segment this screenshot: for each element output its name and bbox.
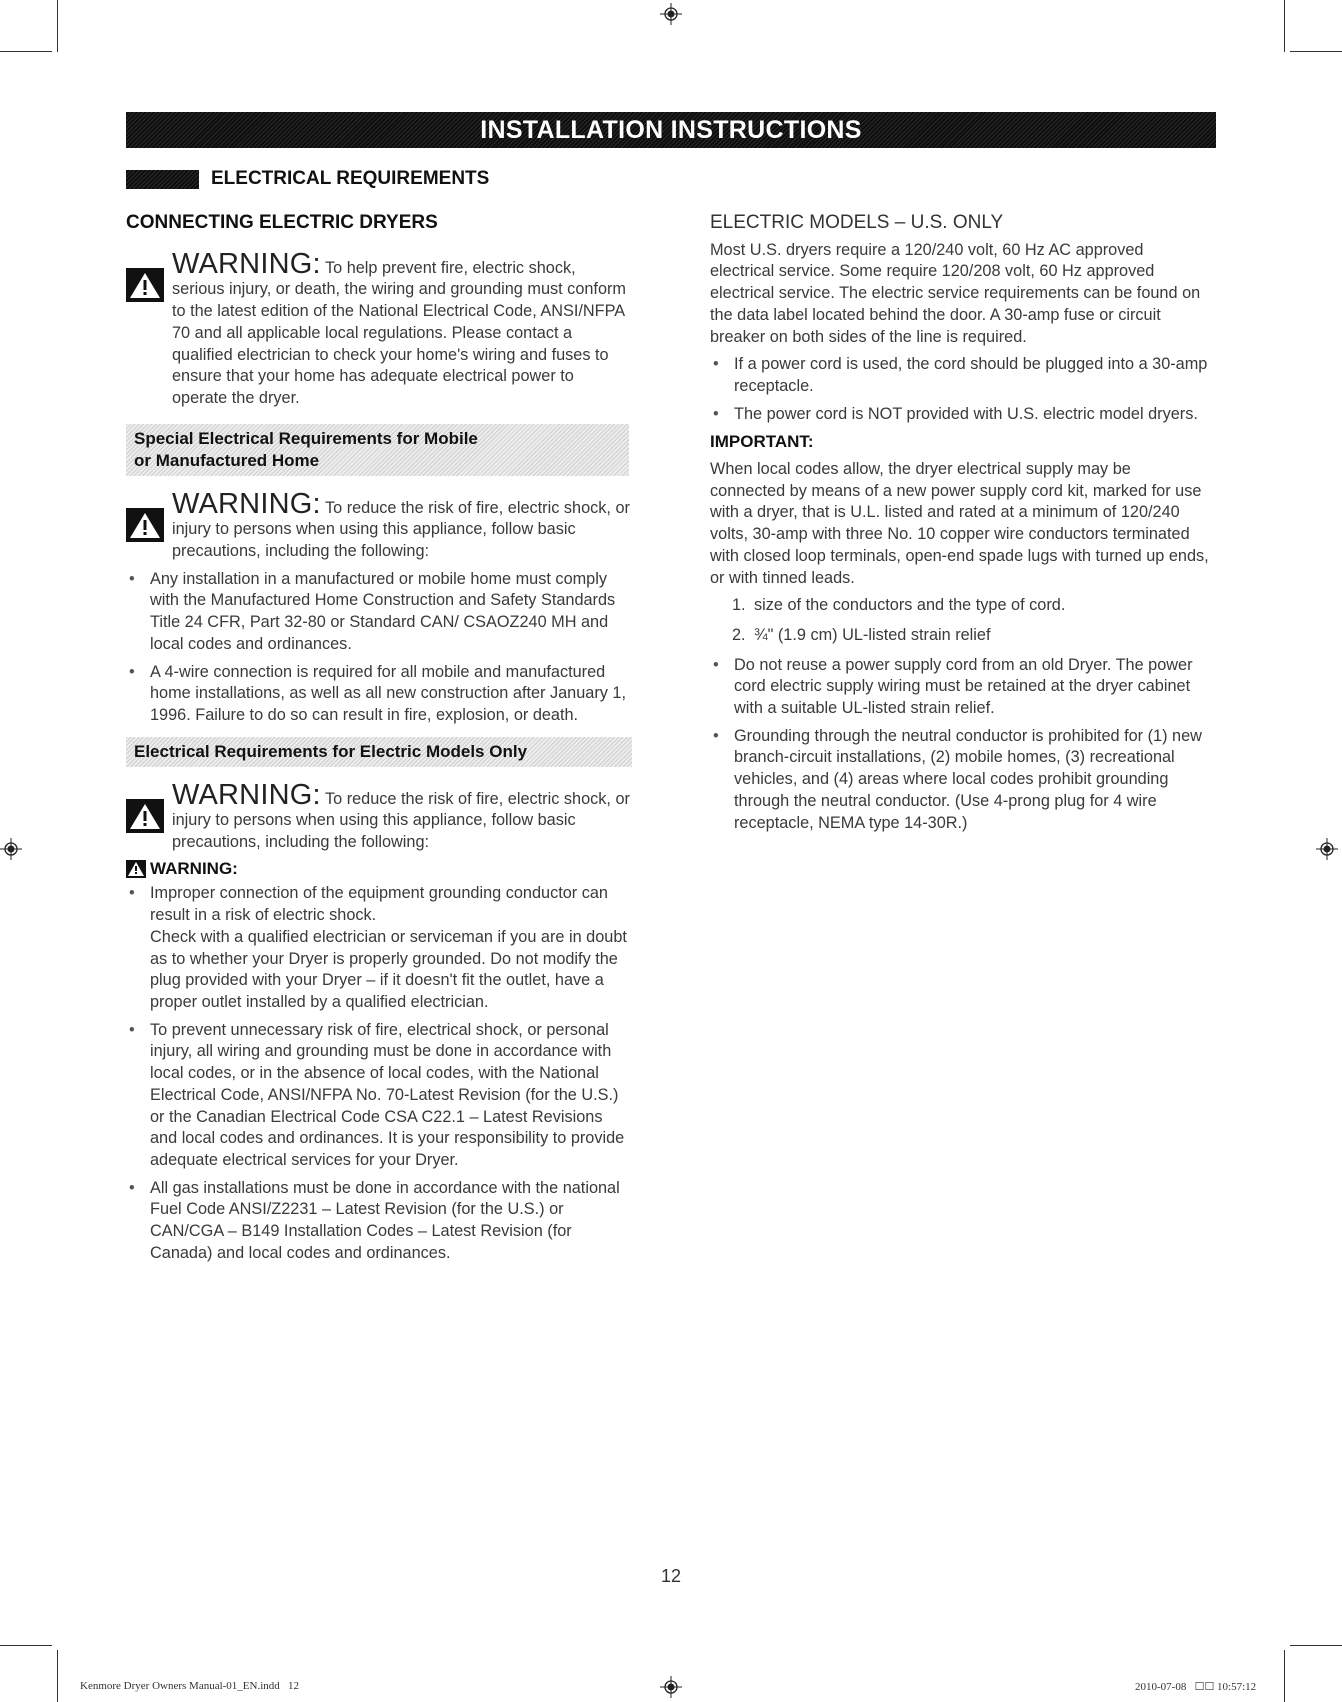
footer-filename: Kenmore Dryer Owners Manual-01_EN.indd 12 xyxy=(80,1680,300,1692)
warning-block-1 xyxy=(126,247,632,410)
warning-block-3 xyxy=(126,778,632,854)
banner-title: INSTALLATION INSTRUCTIONS xyxy=(480,115,862,144)
warning-text: To reduce the risk of fire, electric shock, or injury to persons when using this appliance, follow basic precautions, including the following: xyxy=(172,498,630,561)
footer-timestamp: 2010-07-08 ☐☐ 10:57:12 xyxy=(1135,1681,1257,1693)
list-item: • A 4-wire connection is required for all mobile and manufactured home installations, as well as all new construction after January 1, 1996. Failure to do so can result in fire, explosion, or death. xyxy=(126,662,632,727)
list-item: • The power cord is NOT provided with U.S. electric model dryers. xyxy=(710,404,1210,426)
list-item xyxy=(126,1178,632,1265)
warning-triangle-icon xyxy=(126,799,164,833)
list-item xyxy=(126,883,632,1013)
item-text: size of the conductors and the type of cord. xyxy=(754,596,1066,615)
warning-text: To help prevent fire, electric shock, serious injury, or death, the wiring and grounding must conform to the latest edition of the National Electrical Code, ANSI/NFPA 70 and all applicable local regulations. Please contact a qualified electrician to check your home's wiring and fuses to ensure that your home has adequate electrical power to operate the dryer. xyxy=(172,258,626,407)
registration-mark-icon xyxy=(0,838,22,860)
section-title: ELECTRICAL REQUIREMENTS xyxy=(211,168,490,189)
list-item: • Any installation in a manufactured or mobile home must comply with the Manufactured Home Construction and Safety Standards Title 24 CFR, Part 32-80 or Standard CAN/ CSAOZ240 MH and local codes and ordinances. xyxy=(126,569,632,656)
list-item: • Do not reuse a power supply cord from an old Dryer. The power cord electric supply wiring must be retained at the dryer cabinet with a suitable UL-listed strain relief. xyxy=(710,655,1210,720)
numbered-item xyxy=(710,625,1210,647)
item-text: ¾" (1.9 cm) UL-listed strain relief xyxy=(754,625,991,644)
crop-mark xyxy=(57,1650,58,1702)
crop-mark xyxy=(1284,1650,1285,1702)
warning-text: To reduce the risk of fire, electric shock, or injury to persons when using this appliance, follow basic precautions, including the following: xyxy=(172,789,630,852)
important-label: IMPORTANT: xyxy=(710,432,814,452)
list-item-text: To prevent unnecessary risk of fire, electrical shock, or personal injury, all wiring and grounding must be done in accordance with local codes, or in the absence of local codes, with the National Electrical Code, ANSI/NFPA No. 70-Latest Revision (for the U.S.) or the Canadian Electrical Code CSA C22.1 – Latest Revisions and local codes and ordinances. It is your responsibility to provide adequate electrical services for your Dryer. xyxy=(150,1020,625,1169)
right-column xyxy=(710,212,1210,840)
left-column xyxy=(126,212,632,1270)
warning-triangle-icon xyxy=(126,508,164,542)
warning-triangle-icon xyxy=(126,268,164,302)
warning-triangle-icon xyxy=(126,860,146,878)
shaded-subheading-1: Special Electrical Requirements for Mobile or Manufactured Home xyxy=(126,424,629,476)
section-bar xyxy=(126,170,199,189)
power-cord-list xyxy=(710,354,1210,425)
grounding-list xyxy=(126,883,632,1264)
crop-mark xyxy=(1290,51,1342,52)
crop-mark xyxy=(1284,0,1285,52)
page-number: 12 xyxy=(660,1566,682,1586)
numbered-item xyxy=(710,595,1210,617)
item-number: 1. xyxy=(732,596,746,615)
list-item: • Grounding through the neutral conductor is prohibited for (1) new branch-circuit installations, (2) mobile homes, (3) recreational vehicles, and (4) areas where local codes prohibit grounding through the neutral conductor. (Use 4-prong plug for 4 wire receptacle, NEMA type 14-30R.) xyxy=(710,726,1210,835)
intro-paragraph: Most U.S. dryers require a 120/240 volt, 60 Hz AC approved electrical service. Some require 120/208 volt, 60 Hz approved electrical service. The electric service requirements can be found on the data label located behind the door. A 30-amp fuse or circuit breaker on both sides of the line is required. xyxy=(710,240,1201,346)
warning-word: WARNING: xyxy=(172,778,321,811)
registration-mark-icon xyxy=(660,3,682,25)
right-heading: ELECTRIC MODELS – U.S. ONLY xyxy=(710,212,1004,233)
list-item-text: Improper connection of the equipment grounding conductor can result in a risk of electric shock. xyxy=(150,884,608,925)
requirements-numbered-list xyxy=(710,595,1210,646)
small-warning-heading xyxy=(126,858,632,880)
registration-mark-icon xyxy=(660,1676,682,1698)
list-item: • If a power cord is used, the cord should be plugged into a 30-amp receptacle. xyxy=(710,354,1210,397)
item-number: 2. xyxy=(732,625,746,644)
list-item-text: All gas installations must be done in accordance with the national Fuel Code ANSI/Z2231 – Latest Revision (for the U.S.) or CAN/CGA – B149 Installation Codes – Latest Revision (for Canada) and local codes and ordinances. xyxy=(150,1178,620,1262)
small-warning-label: WARNING: xyxy=(150,858,238,878)
registration-mark-icon xyxy=(1316,838,1338,860)
important-paragraph: When local codes allow, the dryer electrical supply may be connected by means of a new power supply cord kit, marked for use with a dryer, that is U.L. listed and rated at a minimum of 120/240 volts, 30-amp with three No. 10 copper wire conductors terminated with closed loop terminals, open-end spade lugs with turned up ends, or with tinned leads. xyxy=(710,460,1209,587)
crop-mark xyxy=(0,51,52,52)
warning-word: WARNING: xyxy=(172,487,321,520)
list-item-extra: Check with a qualified electrician or serviceman if you are in doubt as to whether your Dryer is properly grounded. Do not modify the plug provided with your Dryer – if it doesn't fit the outlet, have a proper outlet installed by a qualified electrician. xyxy=(150,927,627,1011)
crop-mark xyxy=(57,0,58,52)
shaded-subheading-2: Electrical Requirements for Electric Models Only xyxy=(126,737,632,767)
warning-word: WARNING: xyxy=(172,247,321,280)
cord-grounding-list xyxy=(710,655,1210,835)
section-header xyxy=(126,168,489,190)
crop-mark xyxy=(0,1645,52,1646)
crop-mark xyxy=(1290,1645,1342,1646)
list-item xyxy=(126,1020,632,1172)
left-heading: CONNECTING ELECTRIC DRYERS xyxy=(126,212,438,233)
page-banner xyxy=(126,112,1216,148)
mobile-home-list xyxy=(126,569,632,727)
warning-block-2 xyxy=(126,487,632,563)
